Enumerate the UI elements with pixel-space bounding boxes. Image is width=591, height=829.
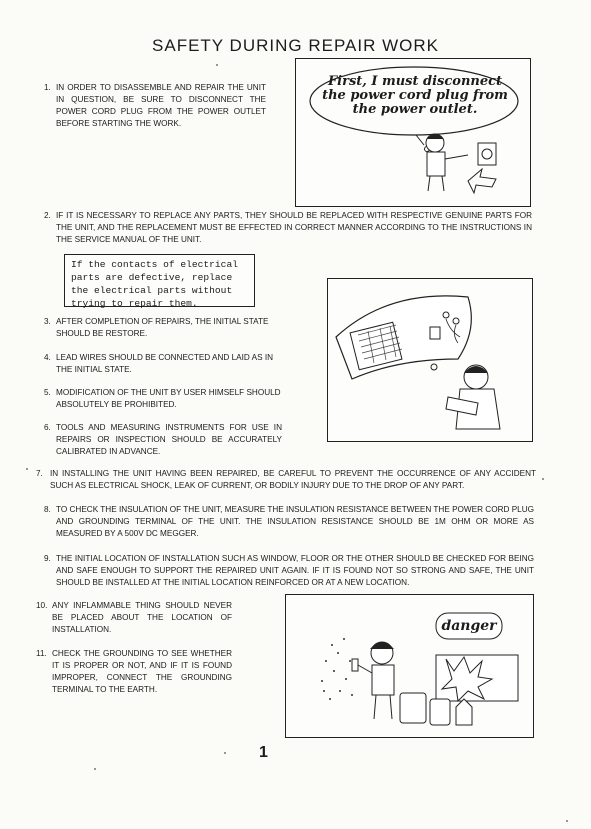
item-number: 10. xyxy=(36,601,48,610)
list-item-6 xyxy=(44,422,282,458)
item-text: THE INITIAL LOCATION OF INSTALLATION SUCH AS WINDOW, FLOOR OR THE OTHER SHOULD BE CHECKED FOR BEING AND SAFE ENOUGH TO SUPPORT THE REPAIRED UNIT AGAIN. IF IT IS FOUND NOT SO STRONG AND SAFE, THE UNIT SHOULD BE INSTALLED AT THE INITIAL LOCATION REINFORCED OR AT A NEW LOCATION. xyxy=(56,554,534,587)
person-reading-manual-icon xyxy=(328,279,532,441)
page-title: SAFETY DURING REPAIR WORK xyxy=(152,36,439,55)
item-text: TOOLS AND MEASURING INSTRUMENTS FOR USE IN REPAIRS OR INSPECTION SHOULD BE ACCURATELY CALIBRATED IN ADVANCE. xyxy=(56,423,282,456)
note-box: If the contacts of electrical parts are defective, replace the electrical parts without trying to repair them. xyxy=(64,254,255,307)
scan-speck xyxy=(542,478,544,480)
scan-speck xyxy=(224,752,226,754)
list-item-4 xyxy=(44,352,282,376)
scan-speck xyxy=(26,468,28,470)
illustration-unplug xyxy=(295,58,531,207)
item-text: ANY INFLAMMABLE THING SHOULD NEVER BE PLACED ABOUT THE LOCATION OF INSTALLATION. xyxy=(52,601,232,634)
item-text: MODIFICATION OF THE UNIT BY USER HIMSELF SHOULD ABSOLUTELY BE PROHIBITED. xyxy=(56,388,281,409)
item-number: 6. xyxy=(44,423,51,432)
list-item-3 xyxy=(44,316,282,340)
scan-speck xyxy=(566,820,568,822)
item-text: TO CHECK THE INSULATION OF THE UNIT, MEASURE THE INSULATION RESISTANCE BETWEEN THE POWER CORD PLUG AND GROUNDING TERMINAL OF THE UNIT. THE INSULATION RESISTANCE SHOULD BE 1M OHM OR MORE AS MEASURED BY A 500V DC MEGGER. xyxy=(56,505,534,538)
item-number: 9. xyxy=(44,554,51,563)
item-text: IF IT IS NECESSARY TO REPLACE ANY PARTS, THEY SHOULD BE REPLACED WITH RESPECTIVE GENUINE PARTS FOR THE UNIT, AND THE REPLACEMENT MUST BE EFFECTED IN CORRECT MANNER ACCORDING TO THE INSTRUCTIONS IN THE SERVICE MANUAL OF THE UNIT. xyxy=(56,211,532,244)
speech-bubble-text: First, I must disconnect the power cord plug from the power outlet. xyxy=(322,74,508,117)
list-item-5 xyxy=(44,387,282,411)
item-text: IN INSTALLING THE UNIT HAVING BEEN REPAIRED, BE CAREFUL TO PREVENT THE OCCURRENCE OF ANY ACCIDENT SUCH AS ELECTRICAL SHOCK, LEAK OF CURRENT, OR BODILY INJURY DUE TO THE DROP OF ANY PART. xyxy=(50,469,536,490)
list-item-7 xyxy=(36,468,536,492)
item-text: CHECK THE GROUNDING TO SEE WHETHER IT IS PROPER OR NOT, AND IF IT IS FOUND IMPROPER, CONNECT THE GROUNDING TERMINAL TO THE EARTH. xyxy=(52,649,232,694)
item-number: 7. xyxy=(36,469,43,478)
item-number: 4. xyxy=(44,353,51,362)
illustration-danger xyxy=(285,594,534,738)
item-text: LEAD WIRES SHOULD BE CONNECTED AND LAID AS IN THE INITIAL STATE. xyxy=(56,353,274,374)
person-spraying-flammable-icon xyxy=(286,595,533,737)
scan-speck xyxy=(94,768,96,770)
item-number: 8. xyxy=(44,505,51,514)
page-number: 1 xyxy=(259,744,268,761)
list-item-8 xyxy=(44,504,534,540)
item-number: 5. xyxy=(44,388,51,397)
item-text: AFTER COMPLETION OF REPAIRS, THE INITIAL STATE SHOULD BE RESTORE. xyxy=(56,317,269,338)
item-number: 1. xyxy=(44,83,51,92)
item-text: IN ORDER TO DISASSEMBLE AND REPAIR THE UNIT IN QUESTION, BE SURE TO DISCONNECT THE POWER CORD PLUG FROM THE POWER OUTLET BEFORE STARTING THE WORK. xyxy=(56,83,266,128)
danger-sign-text: danger xyxy=(441,618,497,634)
list-item-10 xyxy=(36,600,232,636)
list-item-1 xyxy=(44,82,266,130)
illustration-manual xyxy=(327,278,533,442)
item-number: 11. xyxy=(36,649,47,658)
item-number: 3. xyxy=(44,317,51,326)
list-item-11 xyxy=(36,648,232,696)
list-item-9 xyxy=(44,553,534,589)
item-number: 2. xyxy=(44,211,51,220)
scan-speck xyxy=(216,64,218,66)
list-item-2 xyxy=(44,210,532,246)
